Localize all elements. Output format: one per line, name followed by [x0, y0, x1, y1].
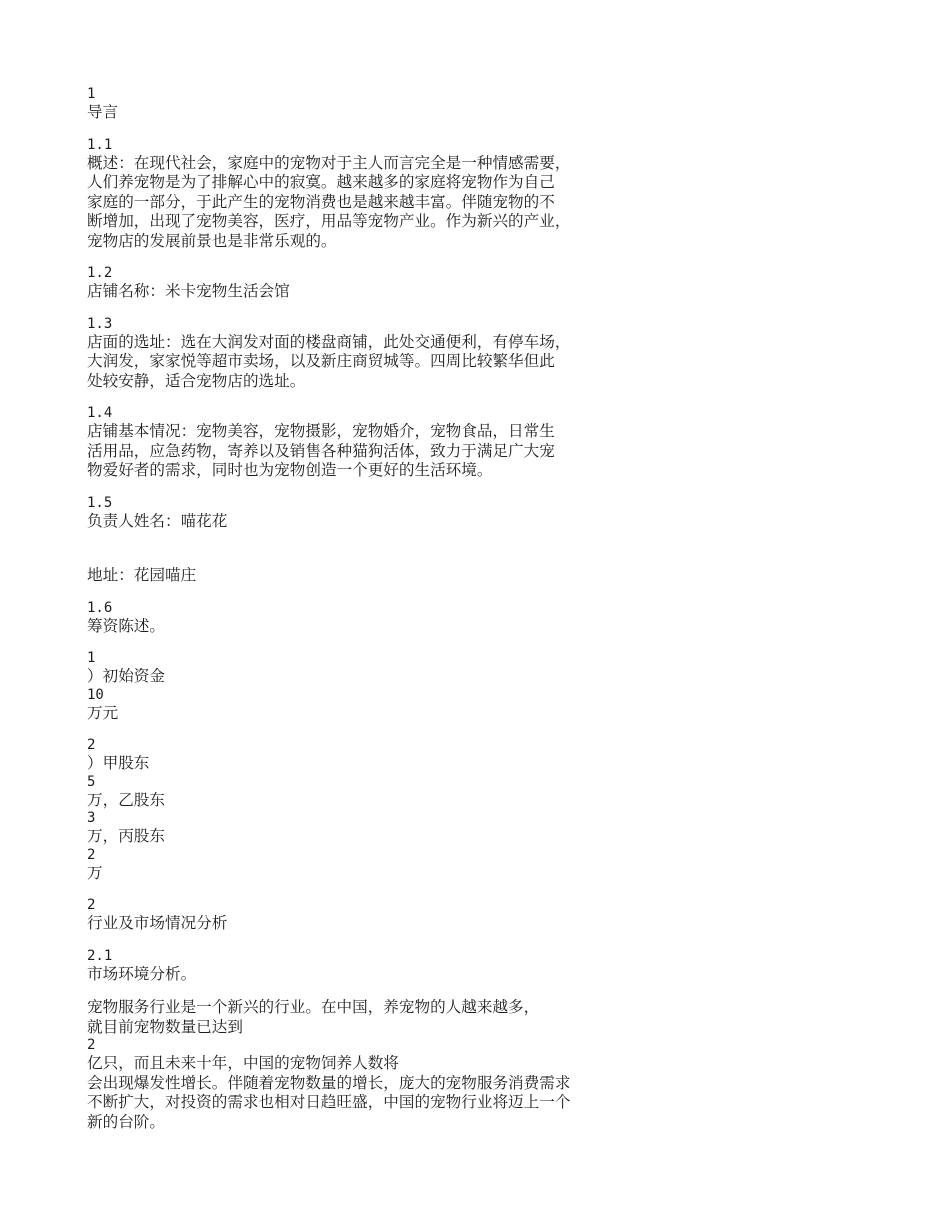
- text-line: 宠物服务行业是一个新兴的行业。在中国，养宠物的人越来越多，: [87, 999, 540, 1016]
- text-line: 行业及市场情况分析: [87, 915, 228, 932]
- section-number: 1.6: [87, 599, 113, 616]
- text-line: 宠物店的发展前景也是非常乐观的。: [87, 232, 337, 250]
- section-number: 2.1: [87, 947, 113, 964]
- section-number: 10: [87, 686, 104, 703]
- text-line: 店面的选址：选在大润发对面的楼盘商铺，此处交通便利，有停车场，: [87, 333, 571, 351]
- text-line: 会出现爆发性增长。伴随着宠物数量的增长，庞大的宠物服务消费需求: [87, 1074, 571, 1092]
- funding-initial-capital: [87, 650, 890, 723]
- section-1-2-shop-name: [87, 265, 890, 302]
- section-1-heading: [87, 86, 890, 123]
- section-number: 1.3: [87, 315, 113, 332]
- market-analysis-paragraph: [87, 998, 890, 1132]
- section-number: 1.1: [87, 136, 113, 153]
- section-number: 5: [87, 773, 96, 790]
- section-number: 1.2: [87, 265, 113, 281]
- text-line: 就目前宠物数量已达到: [87, 1018, 243, 1036]
- text-line: 人们养宠物是为了排解心中的寂寞。越来越多的家庭将宠物作为自己: [87, 174, 555, 191]
- section-1-6-funding-statement: [87, 600, 890, 637]
- funding-shareholders: [87, 737, 890, 883]
- text-line: 万，丙股东: [87, 828, 165, 845]
- section-1-3-location: [87, 316, 890, 392]
- text-line: 处较安静，适合宠物店的选址。: [87, 372, 306, 390]
- text-line: ）初始资金: [87, 668, 165, 685]
- text-line: 概述：在现代社会，家庭中的宠物对于主人而言完全是一种情感需要，: [87, 154, 571, 172]
- section-1-1-overview: [87, 137, 890, 252]
- section-number: 2: [87, 846, 96, 863]
- section-1-4-basic-info: [87, 405, 890, 481]
- address-line: [87, 566, 890, 586]
- text-line: 市场环境分析。: [87, 965, 197, 983]
- section-1-5-owner: [87, 495, 890, 532]
- text-line: 物爱好者的需求，同时也为宠物创造一个更好的生活环境。: [87, 462, 493, 479]
- text-line: 万元: [87, 704, 119, 722]
- text-line: 亿只，而且未来十年，中国的宠物饲养人数将: [87, 1055, 399, 1072]
- section-number: 1: [87, 650, 96, 666]
- text-line: 断增加，出现了宠物美容，医疗，用品等宠物产业。作为新兴的产业，: [87, 213, 571, 230]
- text-line: 筹资陈述。: [87, 617, 165, 635]
- text-line: 大润发，家家悦等超市卖场，以及新庄商贸城等。四周比较繁华但此: [87, 353, 555, 370]
- section-number: 2: [87, 897, 96, 913]
- text-line: 万: [87, 864, 103, 882]
- section-2-heading: [87, 897, 890, 934]
- text-line: 店铺基本情况：宠物美容，宠物摄影，宠物婚介，宠物食品，日常生: [87, 423, 555, 440]
- text-line: 活用品，应急药物，寄养以及销售各种猫狗活体，致力于满足广大宠: [87, 442, 555, 460]
- text-line: 新的台阶。: [87, 1113, 165, 1131]
- text-line: 店铺名称：米卡宠物生活会馆: [87, 283, 290, 300]
- section-number: 2: [87, 1037, 96, 1053]
- text-line: 家庭的一部分，于此产生的宠物消费也是越来越丰富。伴随宠物的不: [87, 193, 555, 211]
- text-line: ）甲股东: [87, 755, 150, 772]
- text-line: 不断扩大，对投资的需求也相对日趋旺盛，中国的宠物行业将迈上一个: [87, 1094, 571, 1111]
- section-number: 1.5: [87, 494, 113, 511]
- section-number: 1.4: [87, 405, 113, 421]
- text-line: 万，乙股东: [87, 791, 165, 809]
- text-line: 导言: [87, 104, 119, 121]
- section-number: 3: [87, 810, 96, 826]
- section-2-1-market-env: [87, 948, 890, 985]
- text-line: 地址：花园喵庄: [87, 567, 197, 584]
- section-number: 2: [87, 737, 96, 753]
- text-line: 负责人姓名：喵花花: [87, 512, 228, 530]
- section-number: 1: [87, 86, 96, 102]
